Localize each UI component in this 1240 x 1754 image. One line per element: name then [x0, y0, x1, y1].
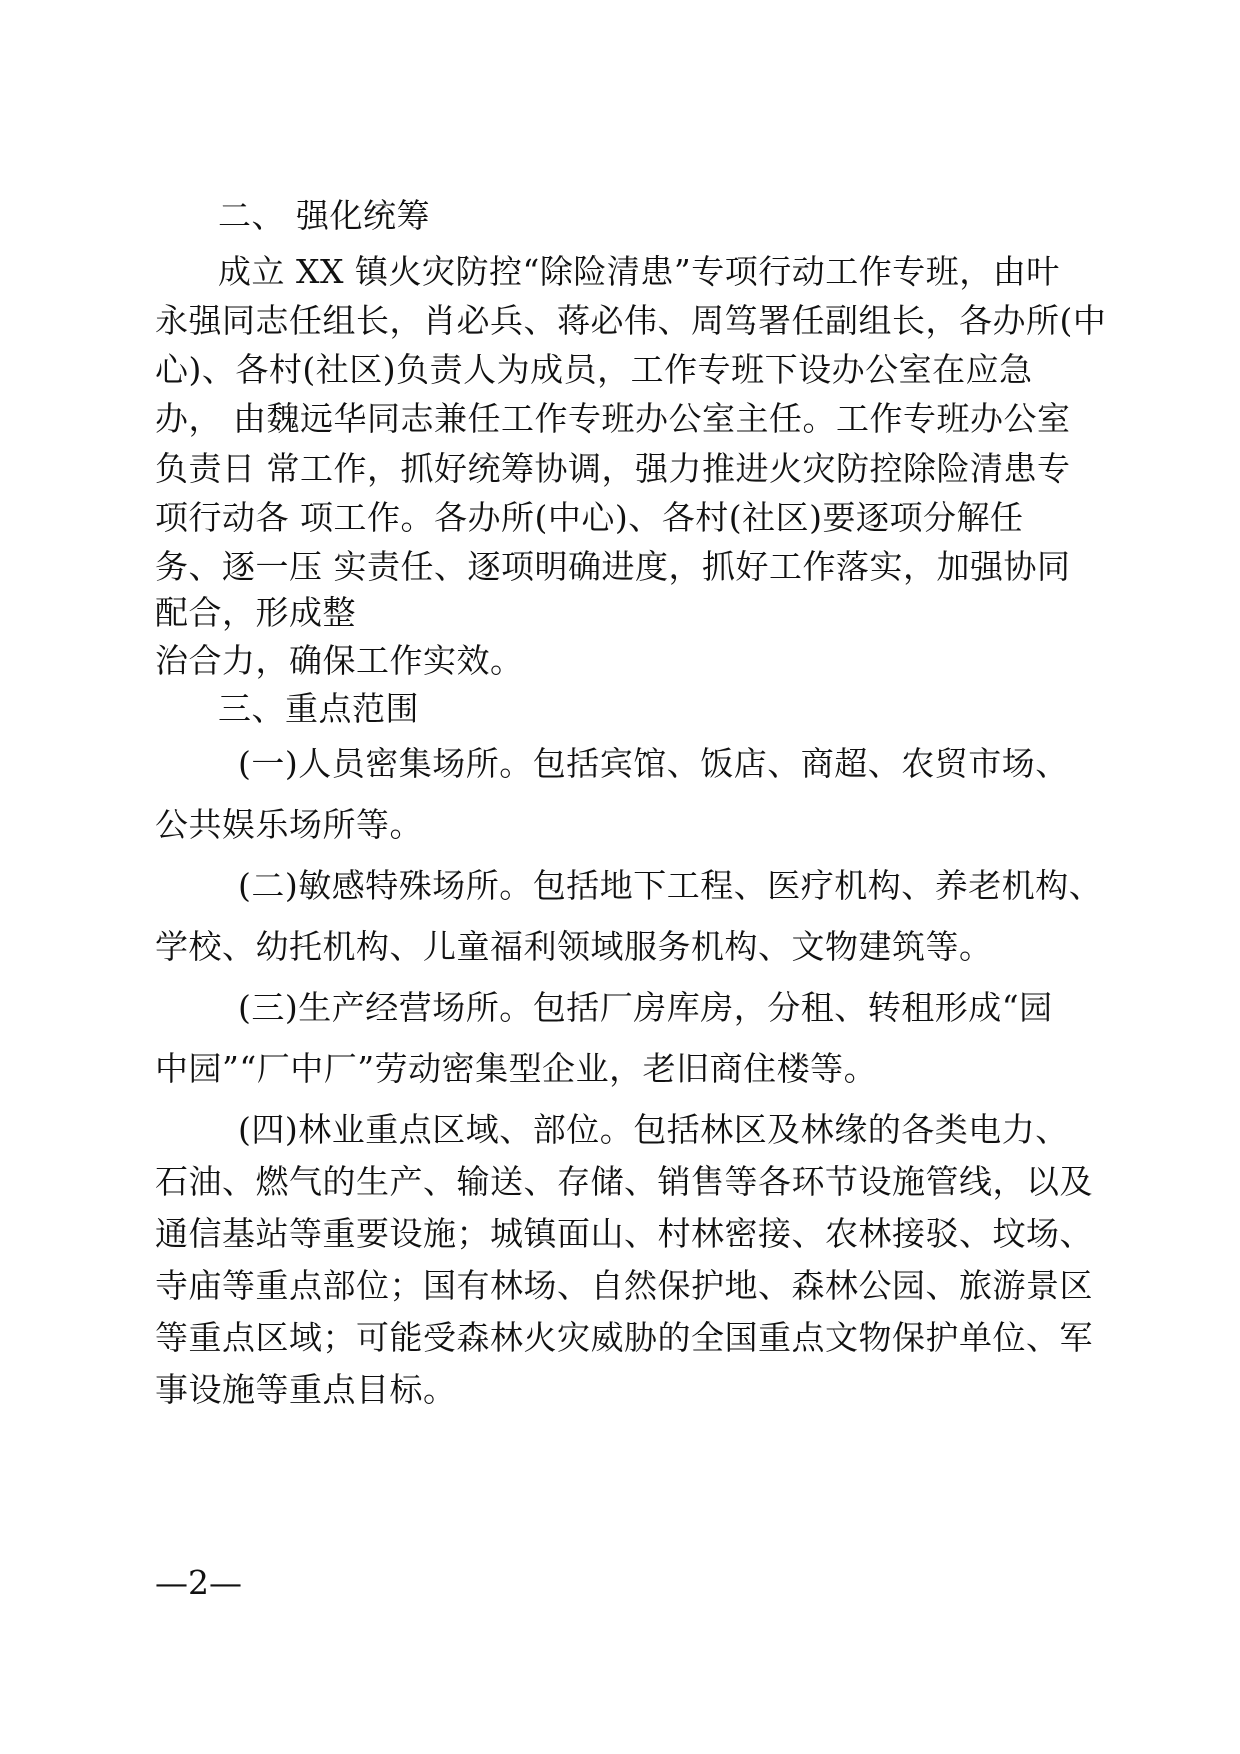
list-item-4-line-4: 寺庙等重点部位；国有林场、自然保护地、森林公园、旅游景区 [155, 1266, 1093, 1305]
paragraph-line: 成立 XX 镇火灾防控“除险清患”专项行动工作专班，由叶 [218, 252, 1060, 291]
list-item-2-line-2: 学校、幼托机构、儿童福利领域服务机构、文物建筑等。 [155, 927, 993, 966]
paragraph-line: 务、逐一压 实责任、逐项明确进度，抓好工作落实，加强协同 [155, 547, 1071, 586]
paragraph-line: 办， 由魏远华同志兼任工作专班办公室主任。工作专班办公室 [155, 399, 1071, 438]
list-item-4-line-5: 等重点区域；可能受森林火灾威胁的全国重点文物保护单位、军 [155, 1318, 1093, 1357]
list-item-3-line-2: 中园”“厂中厂”劳动密集型企业，老旧商住楼等。 [155, 1049, 878, 1088]
paragraph-line: 治合力，确保工作实效。 [155, 641, 524, 680]
paragraph-line: 负责日 常工作，抓好统筹协调，强力推进火灾防控除险清患专 [155, 449, 1071, 488]
section-3-heading: 三、重点范围 [218, 689, 419, 728]
section-2-heading: 二、 强化统筹 [218, 196, 430, 235]
paragraph-line: 永强同志任组长，肖必兵、蒋必伟、周笃署任副组长，各办所(中 [155, 301, 1107, 340]
list-item-4-line-2: 石油、燃气的生产、输送、存储、销售等各环节设施管线，以及 [155, 1162, 1093, 1201]
paragraph-line: 心)、各村(社区)负责人为成员，工作专班下设办公室在应急 [155, 350, 1033, 389]
list-item-4-line-6: 事设施等重点目标。 [155, 1370, 457, 1409]
page-number: —2— [155, 1563, 242, 1602]
list-item-4-line-3: 通信基站等重要设施；城镇面山、村林密接、农林接驳、坟场、 [155, 1214, 1093, 1253]
list-item-1-line-2: 公共娱乐场所等。 [155, 805, 423, 844]
list-item-2-line-1: (二)敏感特殊场所。包括地下工程、医疗机构、养老机构、 [238, 866, 1103, 905]
list-item-3-line-1: (三)生产经营场所。包括厂房库房，分租、转租形成“园 [238, 988, 1053, 1027]
list-item-1-line-1: (一)人员密集场所。包括宾馆、饭店、商超、农贸市场、 [238, 744, 1069, 783]
paragraph-line: 项行动各 项工作。各办所(中心)、各村(社区)要逐项分解任 [155, 498, 1024, 537]
list-item-4-line-1: (四)林业重点区域、部位。包括林区及林缘的各类电力、 [238, 1110, 1069, 1149]
paragraph-line: 配合，形成整 [155, 593, 356, 632]
